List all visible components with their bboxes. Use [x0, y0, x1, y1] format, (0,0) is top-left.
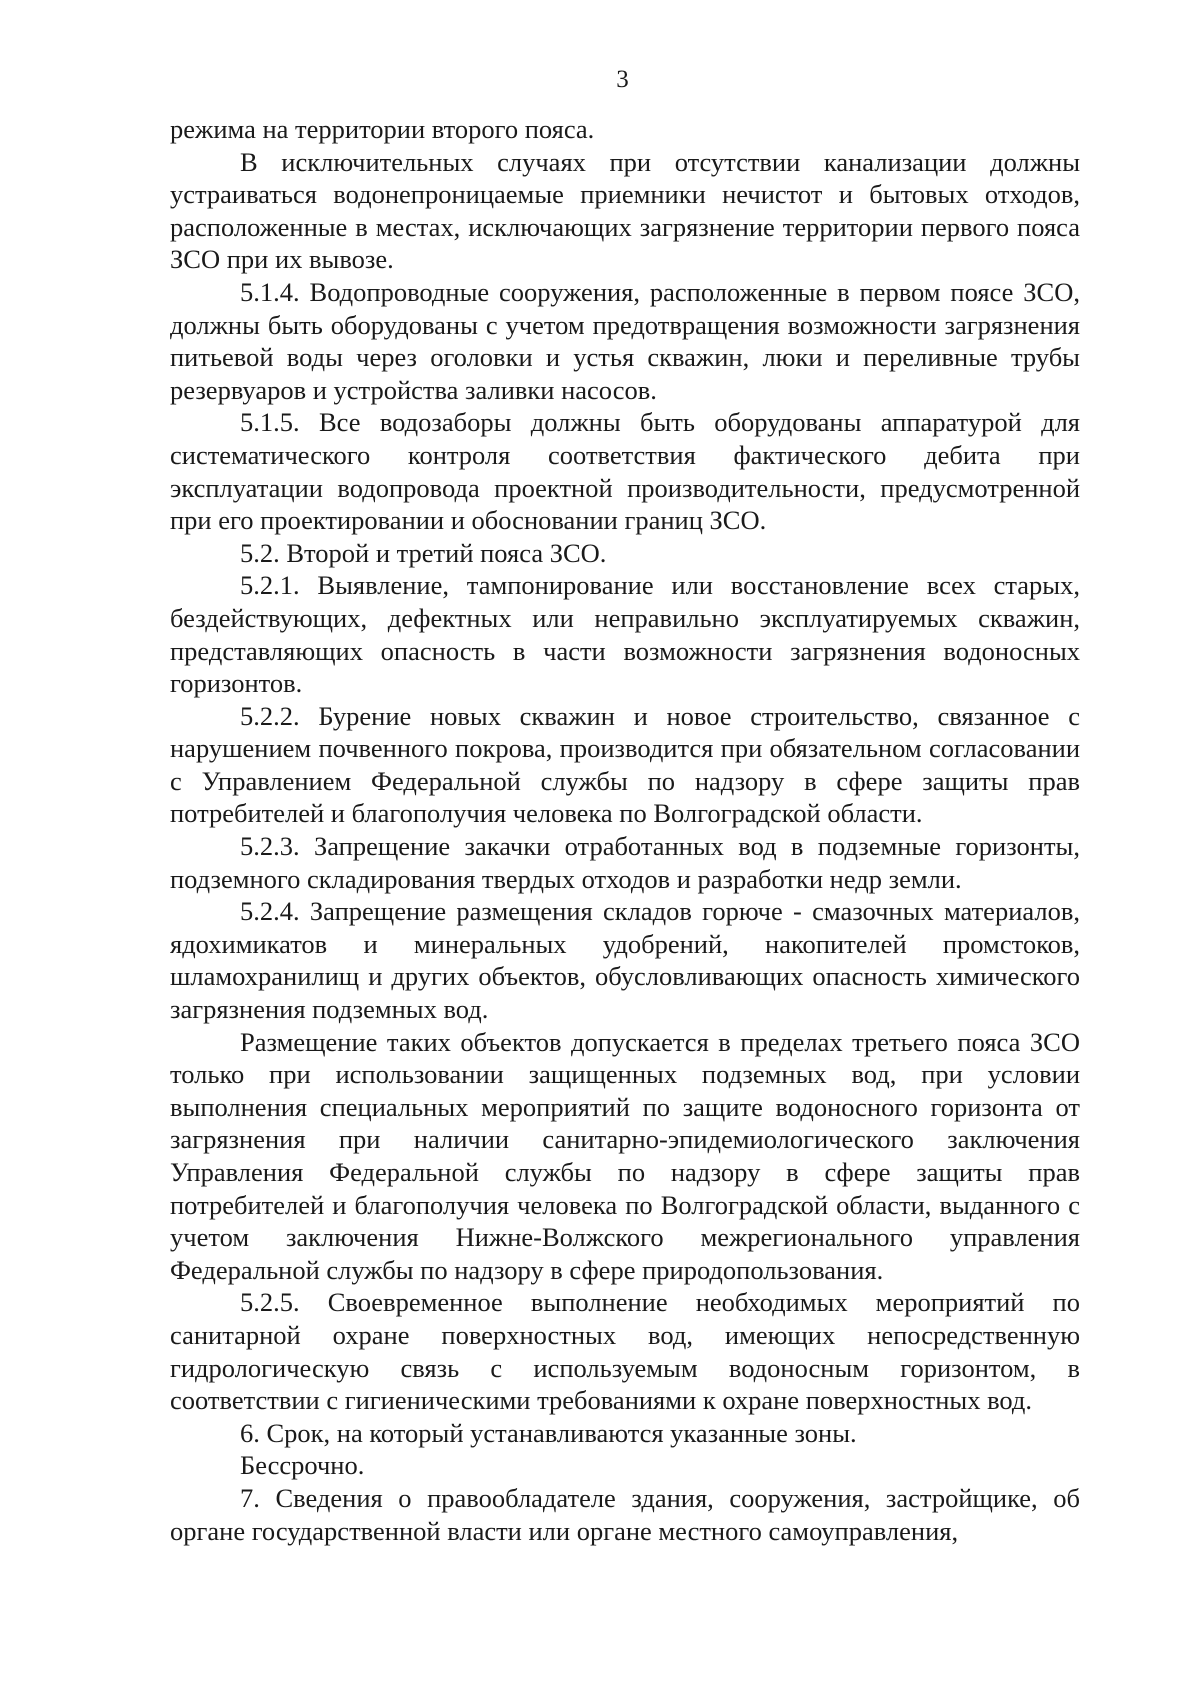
- paragraph-5-2-5: 5.2.5. Своевременное выполнение необходимых мероприятий по санитарной охране поверхностных вод, имеющих непосредственную гидрологическую связь с используемым водоносным горизонтом, в соответствии с гигиеническими требованиями к охране поверхностных вод.: [170, 1287, 1080, 1416]
- section-heading-5-2: 5.2. Второй и третий пояса ЗСО.: [240, 537, 607, 568]
- paragraph-5-2-1: 5.2.1. Выявление, тампонирование или восстановление всех старых, бездействующих, дефектных или неправильно эксплуатируемых скважин, представляющих опасность в части возможности загрязнения водоносных горизонтов.: [170, 570, 1080, 699]
- paragraph: Бессрочно.: [240, 1450, 365, 1481]
- paragraph-5-2-4: 5.2.4. Запрещение размещения складов горюче - смазочных материалов, ядохимикатов и минеральных удобрений, накопителей промстоков, шламохранилищ и других объектов, обусловливающих опасность химического загрязнения подземных вод.: [170, 896, 1080, 1025]
- paragraph-5-1-4: 5.1.4. Водопроводные сооружения, расположенные в первом поясе ЗСО, должны быть оборудованы с учетом предотвращения возможности загрязнения питьевой воды через оголовки и устья скважин, люки и переливные трубы резервуаров и устройства заливки насосов.: [170, 276, 1080, 405]
- paragraph-5-2-3: 5.2.3. Запрещение закачки отработанных вод в подземные горизонты, подземного складирования твердых отходов и разработки недр земли.: [170, 831, 1080, 894]
- paragraph-5-1-5: 5.1.5. Все водозаборы должны быть оборудованы аппаратурой для систематического контроля соответствия фактического дебита при эксплуатации водопровода проектной производительности, предусмотренной при его проектировании и обосновании границ ЗСО.: [170, 407, 1080, 536]
- section-heading-7: 7. Сведения о правообладателе здания, сооружения, застройщике, об органе государственной власти или органе местного самоуправления,: [170, 1482, 1080, 1546]
- document-body: [170, 113, 1080, 1547]
- paragraph: режима на территории второго пояса.: [170, 114, 595, 144]
- page-number: 3: [616, 66, 629, 93]
- section-heading-6: 6. Срок, на который устанавливаются указанные зоны.: [240, 1417, 857, 1448]
- paragraph-5-2-2: 5.2.2. Бурение новых скважин и новое строительство, связанное с нарушением почвенного покрова, производится при обязательном согласовании с Управлением Федеральной службы по надзору в сфере защиты прав потребителей и благополучия человека по Волгоградской области.: [170, 700, 1080, 829]
- paragraph: В исключительных случаях при отсутствии канализации должны устраиваться водонепроницаемые приемники нечистот и бытовых отходов, расположенные в местах, исключающих загрязнение территории первого пояса ЗСО при их вывозе.: [170, 146, 1080, 275]
- paragraph: Размещение таких объектов допускается в пределах третьего пояса ЗСО только при использовании защищенных подземных вод, при условии выполнения специальных мероприятий по защите водоносного горизонта от загрязнения при наличии санитарно-эпидемиологического заключения Управления Федеральной службы по надзору в сфере защиты прав потребителей и благополучия человека по Волгоградской области, выданного с учетом заключения Нижне-Волжского межрегионального управления Федеральной службы по надзору в сфере природопользования.: [170, 1026, 1080, 1285]
